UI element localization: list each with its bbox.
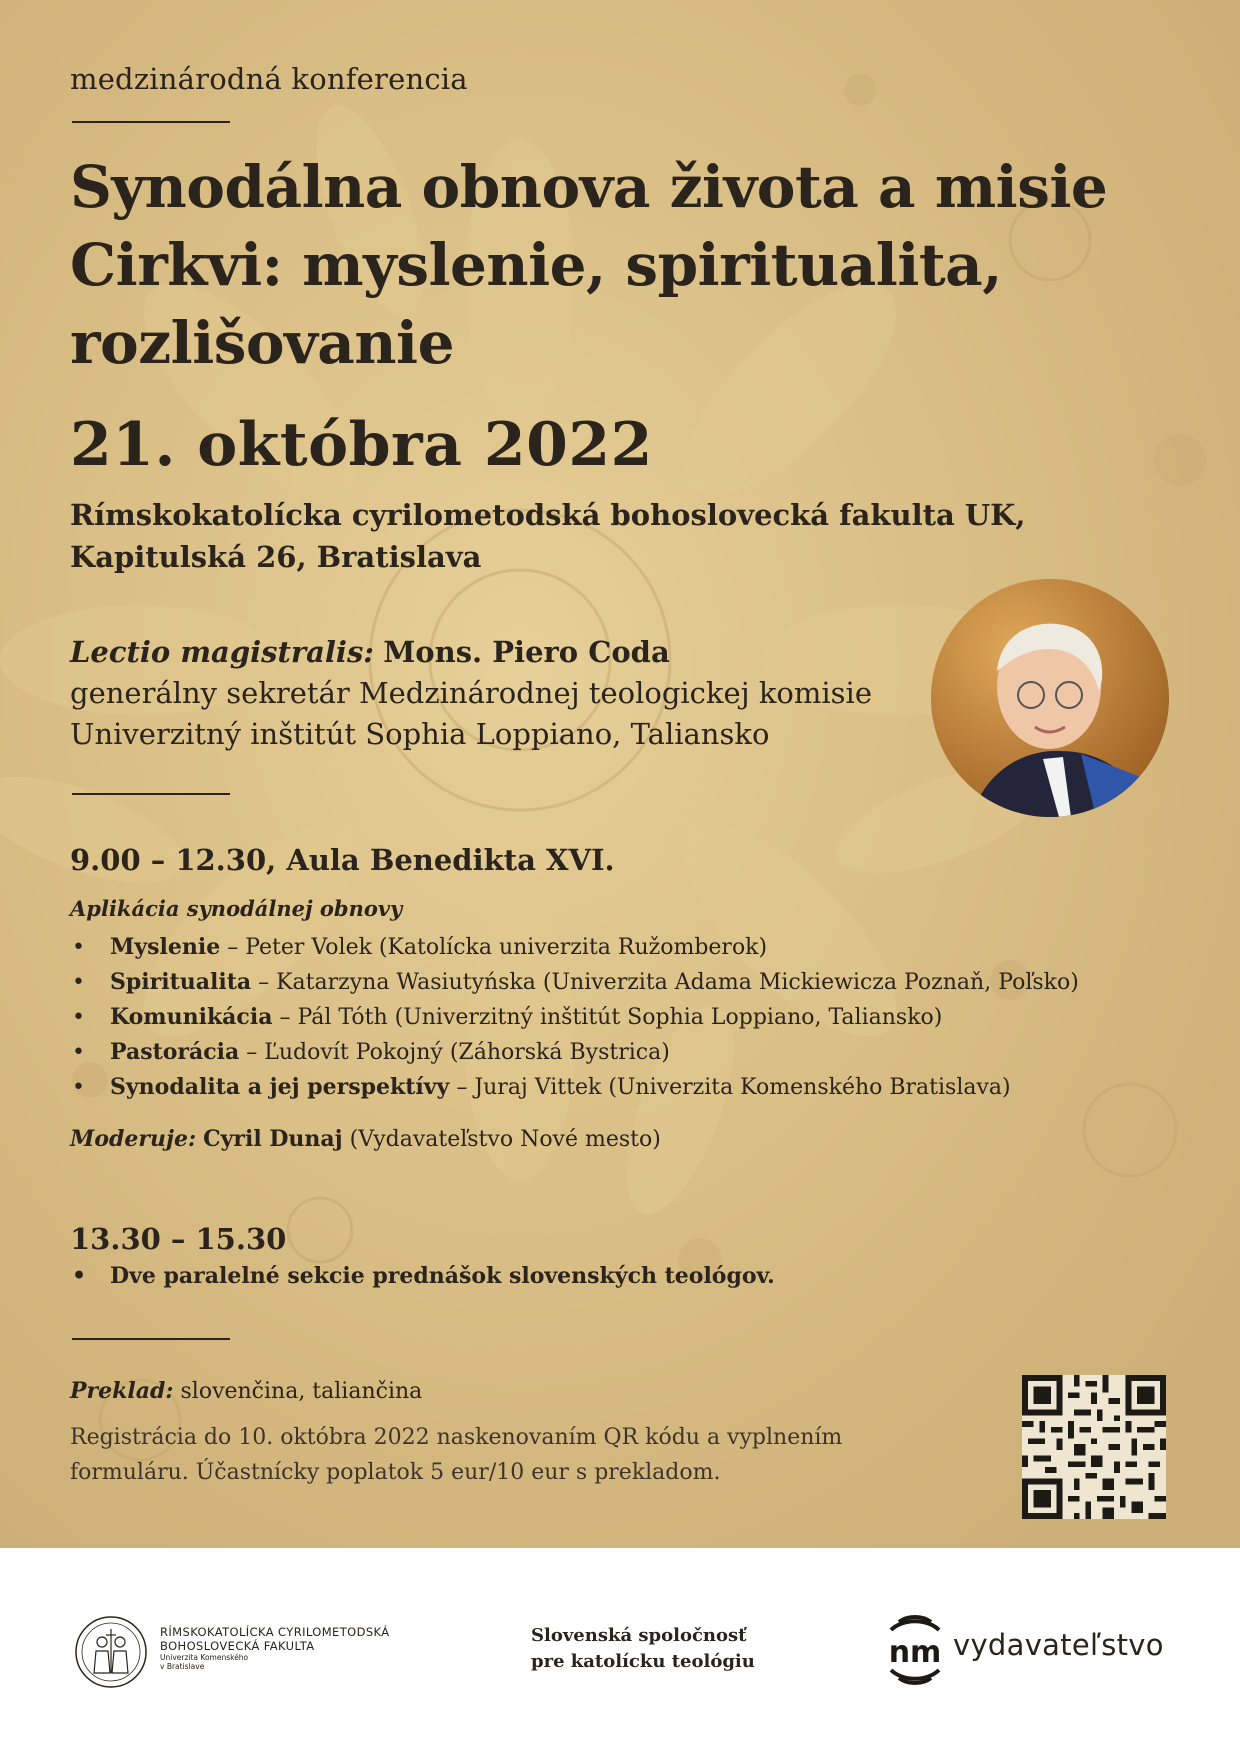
- bullet-icon: •: [72, 1263, 87, 1289]
- venue-line: Rímskokatolícka cyrilometodská bohoslovecká fakulta UK,: [70, 498, 1026, 532]
- translation-value: slovenčina, taliančina: [173, 1379, 423, 1404]
- registration-line: formuláru. Účastnícky poplatok 5 eur/10 eur s prekladom.: [70, 1460, 721, 1485]
- faculty-seal-icon: [74, 1615, 148, 1689]
- publisher-mark: nm: [888, 1635, 942, 1670]
- afternoon-session-heading: 13.30 – 15.30: [70, 1222, 287, 1256]
- keynote-label: Lectio magistralis:: [70, 635, 374, 669]
- translation-label: Preklad:: [70, 1378, 174, 1404]
- speaker-portrait: [931, 579, 1169, 817]
- talk-speaker: – Ľudovít Pokojný (Záhorská Bystrica): [239, 1040, 670, 1065]
- keynote-speaker: Mons. Piero Coda: [383, 635, 670, 669]
- event-date: 21. októbra 2022: [70, 410, 653, 480]
- morning-session-subheading: Aplikácia synodálnej obnovy: [70, 896, 403, 921]
- talk-item: [70, 1000, 1079, 1035]
- translation-line: [70, 1378, 422, 1404]
- bullet-icon: •: [72, 935, 85, 960]
- talk-topic: Synodalita a jej perspektívy: [110, 1074, 450, 1100]
- publisher-name: vydavateľstvo: [953, 1628, 1164, 1662]
- society-name-line: pre katolícku teológiu: [531, 1651, 755, 1672]
- faculty-logo-text: [160, 1625, 390, 1671]
- title-line: Synodálna obnova života a misie: [70, 153, 1108, 221]
- talk-speaker: – Juraj Vittek (Univerzita Komenského Bratislava): [449, 1075, 1011, 1100]
- keynote-heading: [70, 632, 930, 673]
- keynote-role: generálny sekretár Medzinárodnej teologickej komisie: [70, 676, 872, 710]
- keynote-block: [70, 632, 930, 755]
- talk-topic: Pastorácia: [110, 1039, 240, 1065]
- morning-session-heading: 9.00 – 12.30, Aula Benedikta XVI.: [70, 843, 615, 877]
- faculty-city-line: v Bratislave: [160, 1662, 205, 1671]
- keynote-institution: Univerzitný inštitút Sophia Loppiano, Taliansko: [70, 717, 770, 751]
- moderator-label: Moderuje:: [70, 1126, 197, 1152]
- divider-rule: [72, 793, 230, 795]
- talk-topic: Spiritualita: [110, 969, 252, 995]
- faculty-university-line: Univerzita Komenského: [160, 1653, 249, 1662]
- talk-list: [70, 930, 1079, 1105]
- title-line: rozlišovanie: [70, 309, 454, 377]
- bullet-icon: •: [72, 970, 85, 995]
- talk-topic: Myslenie: [110, 934, 221, 960]
- event-venue: [70, 494, 1026, 578]
- afternoon-item: [70, 1263, 775, 1289]
- talk-item: [70, 1035, 1079, 1070]
- talk-topic: Komunikácia: [110, 1004, 273, 1030]
- talk-speaker: – Peter Volek (Katolícka univerzita Ružomberok): [220, 935, 768, 960]
- conference-title: [70, 148, 1190, 382]
- moderator-name: Cyril Dunaj: [203, 1126, 343, 1152]
- qr-code-icon[interactable]: [1022, 1375, 1166, 1519]
- event-kicker: medzinárodná konferencia: [70, 62, 468, 96]
- divider-rule: [72, 1338, 230, 1340]
- society-name-line: Slovenská spoločnosť: [531, 1625, 747, 1646]
- registration-info: [70, 1420, 842, 1490]
- divider-rule: [72, 121, 230, 123]
- talk-speaker: – Pál Tóth (Univerzitný inštitút Sophia Loppiano, Taliansko): [272, 1005, 943, 1030]
- registration-line: Registrácia do 10. októbra 2022 naskenovaním QR kódu a vyplnením: [70, 1425, 843, 1450]
- afternoon-item-text: Dve paralelné sekcie prednášok slovenských teológov.: [110, 1263, 775, 1289]
- talk-item: [70, 965, 1079, 1000]
- society-logo-text: [531, 1623, 755, 1675]
- faculty-name-line: RÍMSKOKATOLÍCKA CYRILOMETODSKÁ: [160, 1625, 390, 1639]
- venue-line: Kapitulská 26, Bratislava: [70, 540, 482, 574]
- talk-item: [70, 930, 1079, 965]
- talk-item: [70, 1070, 1079, 1105]
- title-line: Cirkvi: myslenie, spiritualita,: [70, 231, 1002, 299]
- moderator-line: [70, 1126, 661, 1152]
- nm-logo-icon: [879, 1612, 951, 1688]
- bullet-icon: •: [72, 1075, 85, 1100]
- moderator-org: (Vydavateľstvo Nové mesto): [342, 1127, 661, 1152]
- faculty-name-line: BOHOSLOVECKÁ FAKULTA: [160, 1639, 315, 1653]
- bullet-icon: •: [72, 1040, 85, 1065]
- bullet-icon: •: [72, 1005, 85, 1030]
- talk-speaker: – Katarzyna Wasiutyńska (Univerzita Adama Mickiewicza Poznaň, Poľsko): [251, 970, 1079, 995]
